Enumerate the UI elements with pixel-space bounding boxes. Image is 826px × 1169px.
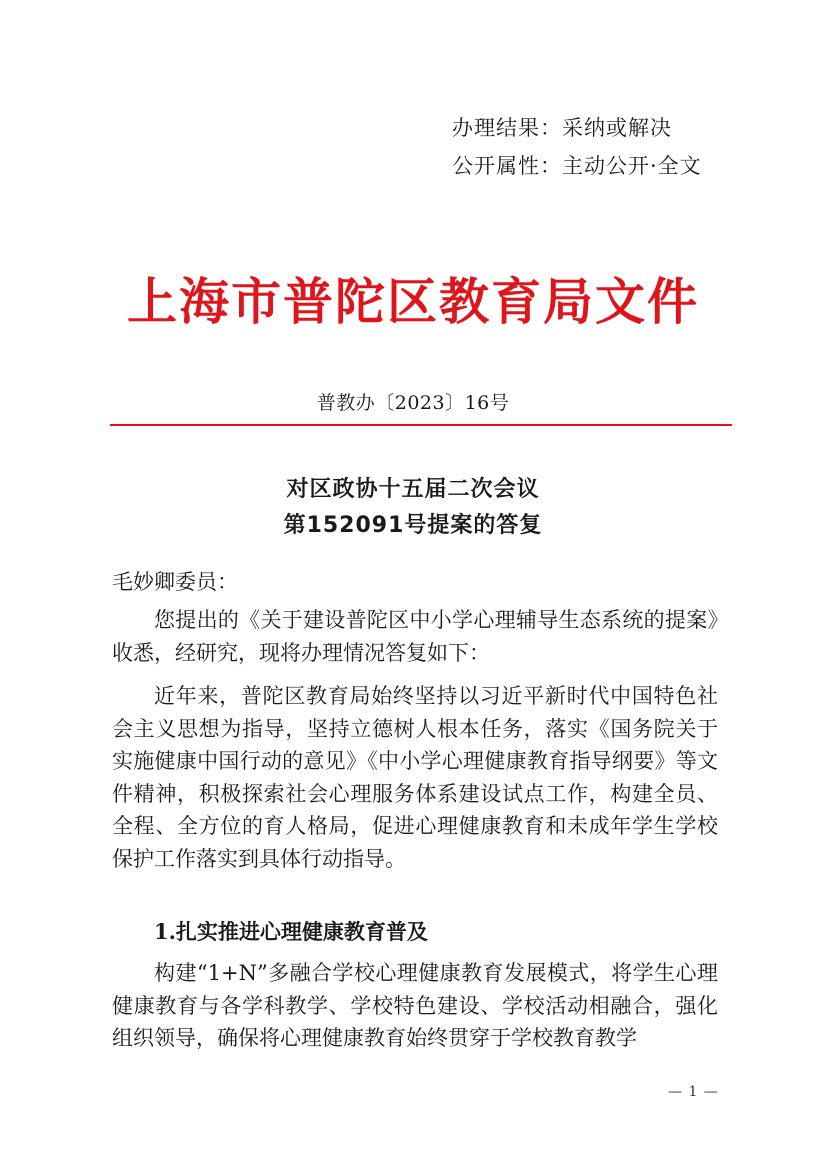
paragraph-intro bbox=[112, 604, 718, 669]
document-title-line-2: 第152091号提案的答复 bbox=[283, 513, 543, 538]
salutation: 毛妙卿委员： bbox=[112, 570, 238, 594]
red-divider-line bbox=[110, 424, 732, 426]
paragraph-section-1 bbox=[112, 957, 718, 1055]
section-heading-1: 1.扎实推进心理健康教育普及 bbox=[154, 919, 428, 944]
page-number: — 1 — bbox=[668, 1084, 719, 1100]
paragraph-intro-text: 您提出的《关于建设普陀区中小学心理辅导生态系统的提案》收悉，经研究，现将办理情况答复如下： bbox=[112, 608, 718, 665]
publicity-attribute: 公开属性：主动公开·全文 bbox=[452, 154, 702, 178]
document-title-line-1: 对区政协十五届二次会议 bbox=[286, 477, 540, 502]
document-number: 普教办〔2023〕16号 bbox=[316, 392, 510, 414]
processing-result: 办理结果：采纳或解决 bbox=[452, 116, 672, 140]
paragraph-background-text: 近年来，普陀区教育局始终坚持以习近平新时代中国特色社会主义思想为指导，坚持立德树人根本任务，落实《国务院关于实施健康中国行动的意见》《中小学心理健康教育指导纲要》等文件精神，积极探索社会心理服务体系建设试点工作，构建全员、全程、全方位的育人格局，促进心理健康教育和未成年学生学校保护工作落实到具体行动指导。 bbox=[112, 684, 718, 871]
paragraph-section-1-text: 构建“1+N”多融合学校心理健康教育发展模式，将学生心理健康教育与各学科教学、学校特色建设、学校活动相融合，强化组织领导，确保将心理健康教育始终贯穿于学校教育教学 bbox=[112, 961, 718, 1051]
document-header-title: 上海市普陀区教育局文件 bbox=[127, 272, 699, 331]
paragraph-background bbox=[112, 680, 718, 876]
